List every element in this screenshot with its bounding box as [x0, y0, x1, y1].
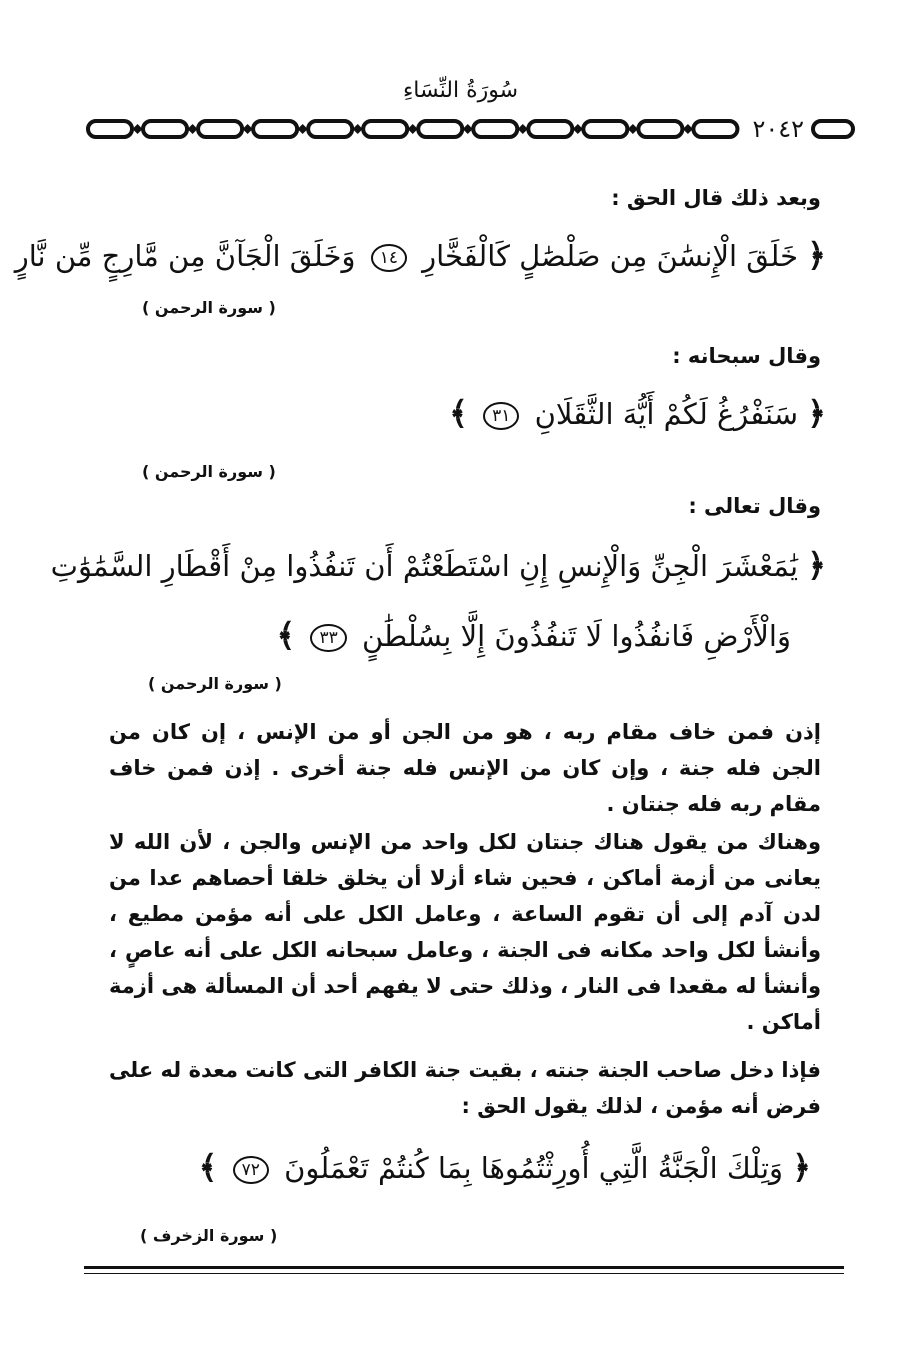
page-number: ٢٠٤٢	[752, 115, 804, 143]
surah-title: سُورَةُ النِّسَاءِ	[402, 78, 519, 103]
surah-reference-3: ( سورة الرحمن )	[148, 674, 282, 693]
verse-text: وَخَلَقَ الْجَآنَّ مِن مَّارِجٍ مِّن نَّارٍ	[14, 239, 356, 273]
ayah-number: ٧٢	[233, 1156, 269, 1184]
footer-rule	[84, 1266, 844, 1269]
ornament-chain-icon	[86, 116, 746, 142]
verse-open-brace: ﴿	[807, 546, 826, 584]
chain-link	[88, 121, 132, 137]
verse-open-brace: ﴿	[807, 236, 826, 274]
paragraph-3: فإذا دخل صاحب الجنة جنته ، بقيت جنة الكافر التى كانت معدة له على فرض أنه مؤمن ، لذلك يقول الحق :	[109, 1058, 821, 1118]
verse-text: خَلَقَ الْإِنسَٰنَ مِن صَلْصَٰلٍ كَالْفَخَّارِ	[422, 239, 799, 273]
chain-link	[528, 121, 572, 137]
quran-verse-3-line-2	[277, 616, 792, 654]
quran-verse-2	[449, 394, 826, 432]
surah-reference-4: ( سورة الزخرف )	[140, 1226, 278, 1245]
verse-open-brace: ﴿	[807, 394, 826, 432]
intro-text-1: وبعد ذلك قال الحق :	[611, 186, 821, 210]
ayah-number: ٣١	[483, 402, 519, 430]
surah-reference-2: ( سورة الرحمن )	[142, 462, 276, 481]
paragraph-1: إذن فمن خاف مقام ربه ، هو من الجن أو من الإنس ، إن كان من الجن فله جنة ، وإن كان من الإنس فله جنة أخرى . إذن فمن خاف مقام ربه فله جنتان .	[109, 720, 821, 816]
chain-diamond	[463, 124, 473, 134]
verse-text: يَٰمَعْشَرَ الْجِنِّ وَالْإِنسِ إِنِ اسْتَطَعْتُمْ أَن تَنفُذُوا مِنْ أَقْطَارِ السَّمَٰوَٰتِ	[50, 549, 799, 583]
quran-verse-4	[199, 1148, 811, 1186]
chain-link	[583, 121, 627, 137]
chain-link	[253, 121, 297, 137]
surah-reference-1: ( سورة الرحمن )	[142, 298, 276, 317]
intro-text-3: وقال تعالى :	[688, 494, 821, 518]
chain-link	[638, 121, 682, 137]
chain-link	[198, 121, 242, 137]
verse-close-brace: ﴾	[449, 394, 468, 432]
ornament-end-icon	[810, 116, 856, 142]
chain-link	[308, 121, 352, 137]
chain-link	[143, 121, 187, 137]
chain-diamond	[298, 124, 308, 134]
chain-link	[363, 121, 407, 137]
ayah-number: ٣٣	[310, 624, 346, 652]
ayah-number: ١٤	[371, 244, 407, 272]
verse-close-brace: ﴾	[198, 1148, 218, 1186]
header-ornament-border	[86, 116, 856, 142]
quran-verse-3-line-1	[51, 546, 826, 584]
chain-diamond	[133, 124, 143, 134]
chain-link	[418, 121, 462, 137]
verse-close-brace: ﴾	[276, 616, 296, 654]
verse-text: سَنَفْرُغُ لَكُمْ أَيُّهَ الثَّقَلَانِ	[534, 397, 799, 431]
quran-verse-1	[0, 236, 826, 274]
chain-link	[473, 121, 517, 137]
footer-rule-thin	[84, 1273, 844, 1274]
intro-text-2: وقال سبحانه :	[672, 344, 821, 368]
verse-text: وَتِلْكَ الْجَنَّةُ الَّتِي أُورِثْتُمُوهَا بِمَا كُنتُمْ تَعْمَلُونَ	[284, 1151, 784, 1185]
verse-open-brace: ﴿	[792, 1148, 811, 1186]
paragraph-2: وهناك من يقول هناك جنتان لكل واحد من الإنس والجن ، لأن الله لا يعانى من أزمة أماكن ، فحين شاء أزلا أن يخلق خلقا أحصاهم عدا من لدن آدم إلى أن تقوم الساعة ، وعامل الكل على أنه مؤمن مطيع ، وأنشأ لكل واحد مكانه فى الجنة ، وعامل سبحانه الكل على أنه عاصٍ ، وأنشأ له مقعدا فى النار ، وذلك حتى لا يفهم أحد أن المسألة هى أزمة أماكن .	[109, 830, 821, 1034]
verse-text: وَالْأَرْضِ فَانفُذُوا لَا تَنفُذُونَ إِلَّا بِسُلْطَٰنٍ	[361, 619, 791, 653]
chain-link	[693, 121, 737, 137]
